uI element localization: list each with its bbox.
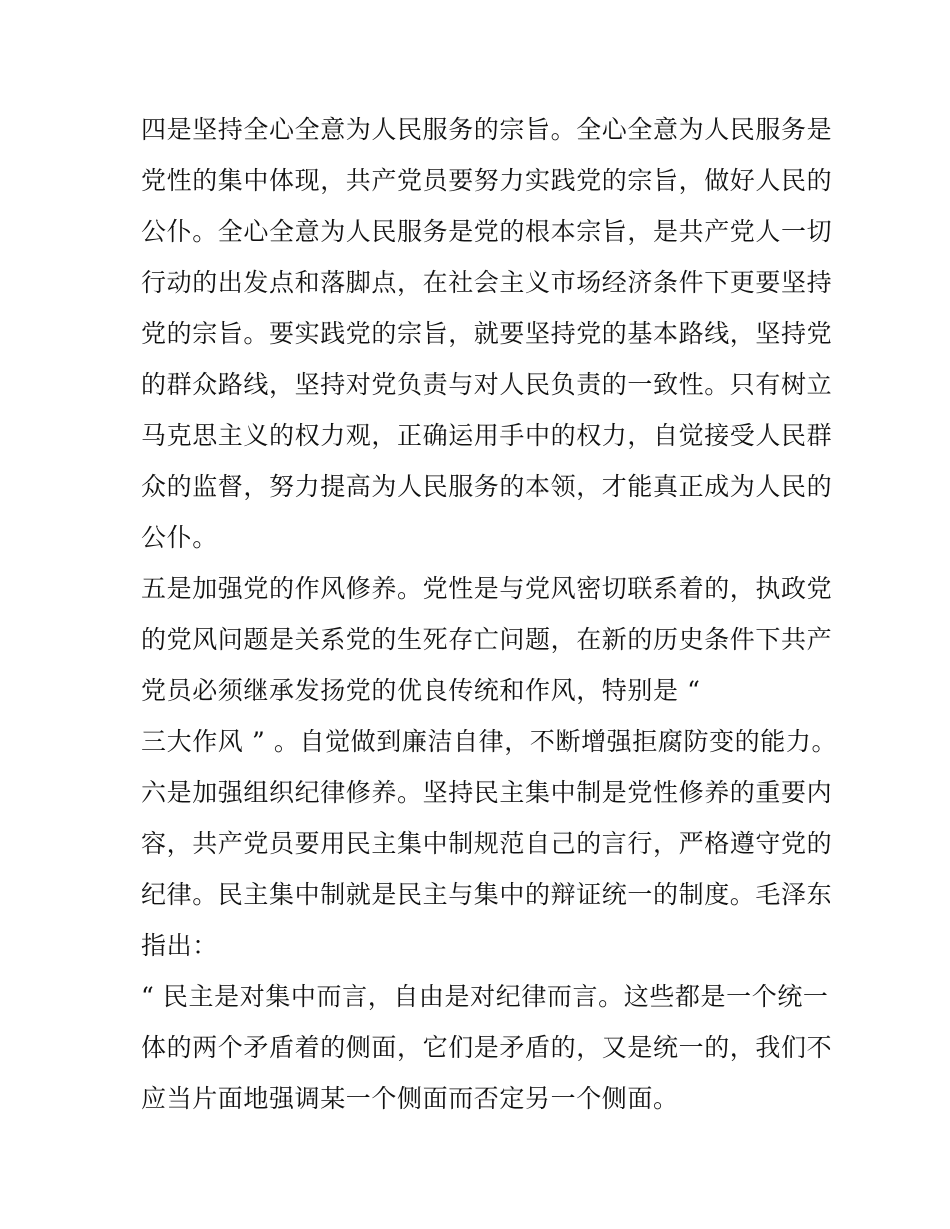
document-body bbox=[141, 104, 838, 1124]
text-line: 公仆。 bbox=[141, 523, 218, 552]
text-line: 的群众路线，坚持对党负责与对人民负责的一致性。只有树立 bbox=[141, 370, 833, 399]
text-line: 纪律。民主集中制就是民主与集中的辩证统一的制度。毛泽东 bbox=[141, 880, 833, 909]
text-line: “ 民主是对集中而言，自由是对纪律而言。这些都是一个统一 bbox=[141, 982, 829, 1011]
text-line: 马克思主义的权力观，正确运用手中的权力，自觉接受人民群 bbox=[141, 421, 833, 450]
text-line: 的党风问题是关系党的生死存亡问题，在新的历史条件下共产 bbox=[141, 625, 833, 654]
text-line: 六是加强组织纪律修养。坚持民主集中制是党性修养的重要内 bbox=[141, 778, 833, 807]
text-line: 党员必须继承发扬党的优良传统和作风，特别是 “ bbox=[141, 676, 701, 705]
text-line: 行动的出发点和落脚点，在社会主义市场经济条件下更要坚持 bbox=[141, 268, 833, 297]
text-line: 五是加强党的作风修养。党性是与党风密切联系着的，执政党 bbox=[141, 574, 833, 603]
text-line: 体的两个矛盾着的侧面，它们是矛盾的，又是统一的，我们不 bbox=[141, 1033, 833, 1062]
text-line: 容，共产党员要用民主集中制规范自己的言行，严格遵守党的 bbox=[141, 829, 833, 858]
text-line: 四是坚持全心全意为人民服务的宗旨。全心全意为人民服务是 bbox=[141, 115, 833, 144]
text-line: 党性的集中体现，共产党员要努力实践党的宗旨，做好人民的 bbox=[141, 166, 833, 195]
text-line: 党的宗旨。要实践党的宗旨，就要坚持党的基本路线，坚持党 bbox=[141, 319, 833, 348]
text-line: 众的监督，努力提高为人民服务的本领，才能真正成为人民的 bbox=[141, 472, 833, 501]
text-line: 公仆。全心全意为人民服务是党的根本宗旨，是共产党人一切 bbox=[141, 217, 833, 246]
text-line: 三大作风 ” 。自觉做到廉洁自律，不断增强拒腐防变的能力。 bbox=[141, 727, 838, 756]
text-line: 指出： bbox=[141, 931, 218, 960]
text-line: 应当片面地强调某一个侧面而否定另一个侧面。 bbox=[141, 1084, 679, 1113]
